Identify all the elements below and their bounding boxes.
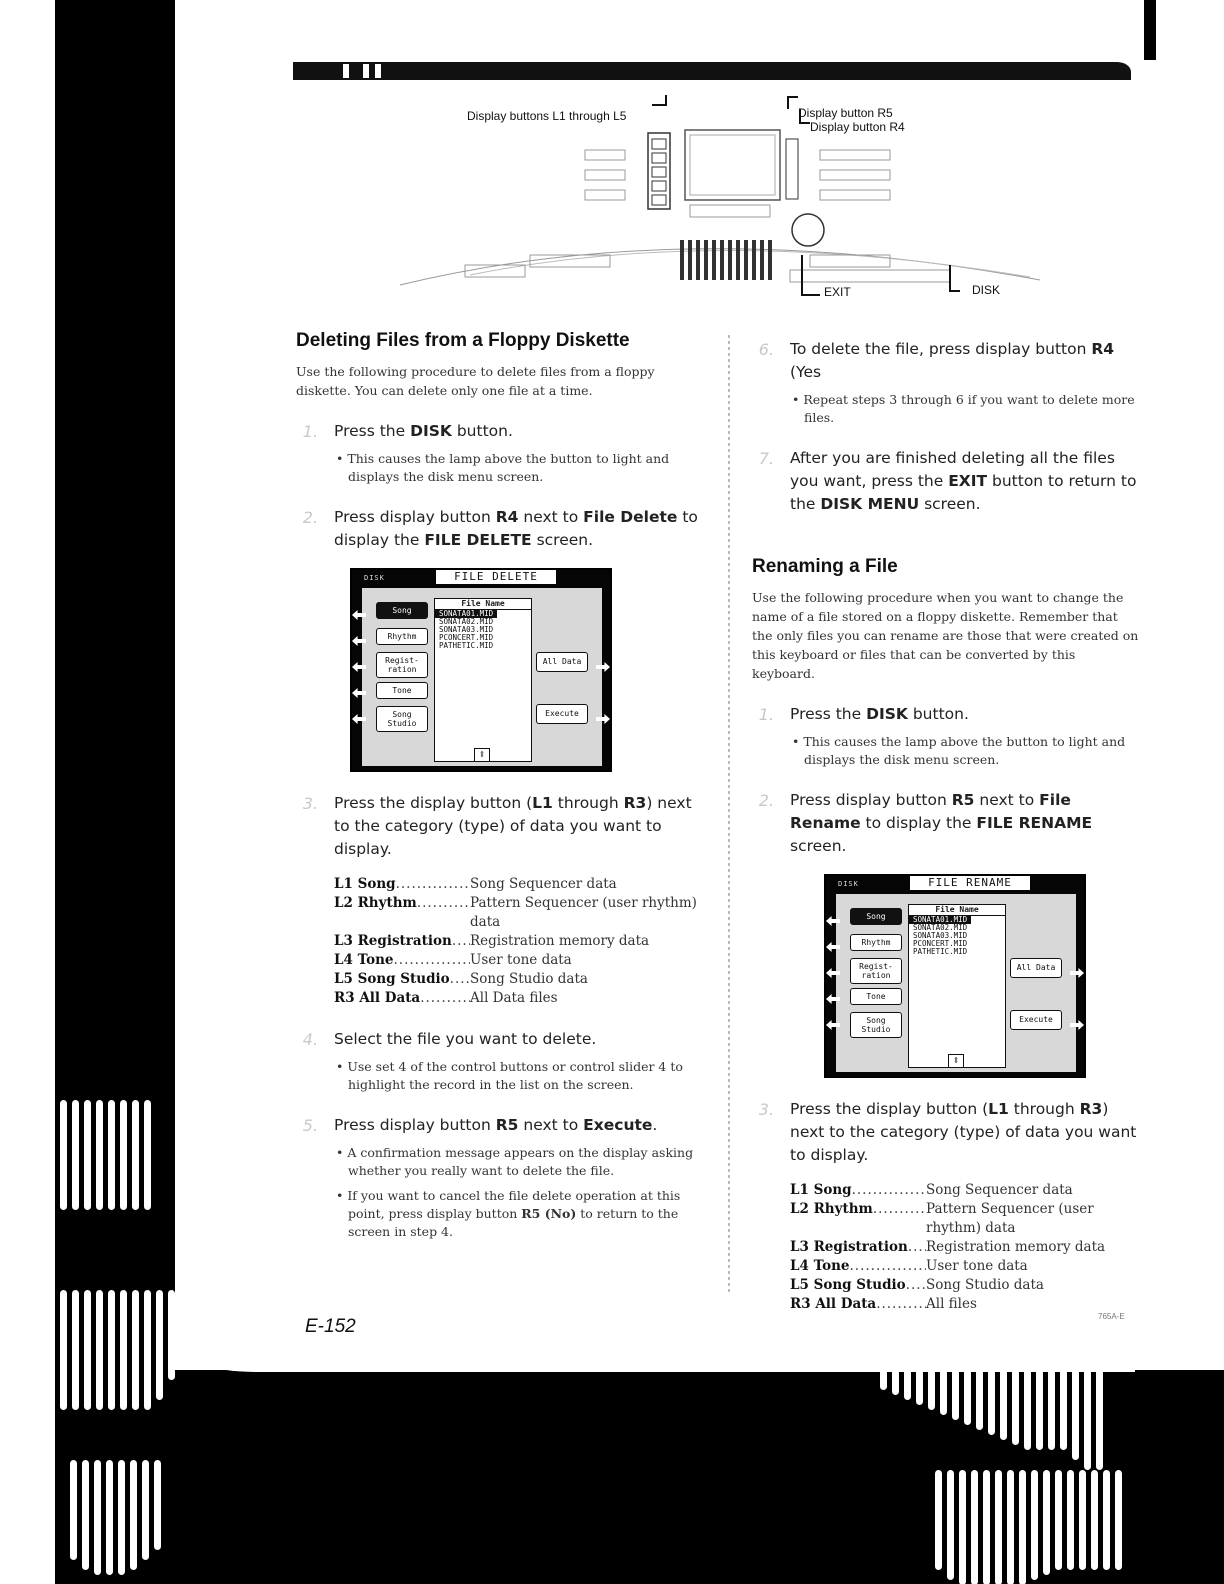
scan-fringe-bottom-right-2 [935, 1470, 1122, 1584]
file-item: PCONCERT.MID [913, 939, 968, 948]
file-item: SONATA01.MID [909, 916, 971, 924]
screen-btn-registration: Regist- ration [850, 958, 902, 984]
section-heading-rename: Renaming a File [752, 556, 898, 577]
label-exit: EXIT [824, 285, 851, 299]
file-item: SONATA01.MID [435, 610, 497, 618]
section-header-bar [293, 62, 1131, 80]
scan-fringe-bottom-left [70, 1460, 161, 1575]
step-number: 3. [302, 794, 318, 813]
scan-fringe-left [60, 1100, 151, 1210]
screen-btn-song-studio: Song Studio [376, 706, 428, 732]
screen-btn-song-studio: Song Studio [850, 1012, 902, 1038]
file-list-header: File Name [909, 905, 1005, 916]
screen-title: FILE DELETE [436, 570, 556, 584]
file-item: PCONCERT.MID [439, 633, 494, 642]
screen-btn-rhythm: Rhythm [376, 628, 428, 645]
bullet: • This causes the lamp above the button to light and displays the disk menu screen. [334, 450, 708, 486]
screen-btn-execute: Execute [536, 704, 588, 724]
scan-fringe-left-2 [60, 1290, 223, 1410]
step-number: 6. [758, 340, 774, 359]
page-number: E-152 [305, 1316, 356, 1337]
step-number: 3. [758, 1100, 774, 1119]
file-list [908, 904, 1006, 1068]
label-display-button-r4: Display button R4 [810, 120, 905, 134]
step-2-rename: 2. Press display button R5 next to File Rename to display the FILE RENAME screen. DISK FILE RENAME Song Rhythm Regist- ration Tone Song Studio File Name SONATA01.MID SONATA02.MID SONATA03.MID PCONCERT.MID PATHETIC.MID ⇕ All Data Execute [752, 789, 1140, 1078]
step-1-delete: 1. Press the DISK button. • This causes the lamp above the button to light and displays the disk menu screen. [296, 420, 708, 486]
file-item: SONATA03.MID [913, 931, 968, 940]
label-display-button-r5: Display button R5 [798, 106, 893, 120]
right-column [752, 330, 1140, 1314]
screen-btn-song: Song [376, 602, 428, 619]
step-4-delete: 4. Select the file you want to delete. • Use set 4 of the control buttons or control slider 4 to highlight the record in the list on the screen. [296, 1028, 708, 1094]
bullet: • Use set 4 of the control buttons or control slider 4 to highlight the record in the list on the screen. [334, 1058, 708, 1094]
label-disk: DISK [972, 283, 1001, 297]
column-divider [728, 335, 730, 1295]
step-1-rename: 1. Press the DISK button. • This causes the lamp above the button to light and displays the disk menu screen. [752, 703, 1140, 769]
bullet: • A confirmation message appears on the display asking whether you really want to delete the file. [334, 1144, 708, 1180]
screen-title: FILE RENAME [910, 876, 1030, 890]
category-list: L1 Song ..... Song Sequencer data L2 Rhythm ..... Pattern Sequencer (user rhythm) data L3 Registration ..... Registration memory data L4 Tone ..... User tone data L5 Song Studio ..... Song Studio data R3 All Data ..... All files [790, 1181, 1140, 1314]
screen-btn-execute: Execute [1010, 1010, 1062, 1030]
screen-btn-all-data: All Data [536, 652, 588, 672]
step-5-delete: 5. Press display button R5 next to Execute. • A confirmation message appears on the display asking whether you really want to delete the file. • If you want to cancel the file delete operation at this point, press display button R5 (No) to return to the screen in step 4. [296, 1114, 708, 1241]
step-number: 5. [302, 1116, 318, 1135]
screen-btn-all-data: All Data [1010, 958, 1062, 978]
scan-border-top-right [1144, 0, 1156, 60]
file-item: SONATA02.MID [439, 617, 494, 626]
step-3-rename: 3. Press the display button (L1 through R3) next to the category (type) of data you want to display. L1 Song ..... Song Sequencer data L2 Rhythm ..... Pattern Sequencer (user rhythm) data L3 Registration ..... Registration memory data L4 Tone ..... User tone data L5 Song Studio ..... Song Studio data R3 All Data ..... All files [752, 1098, 1140, 1314]
intro-delete: Use the following procedure to delete files from a floppy diskette. You can delete only one file at a time. [296, 364, 655, 398]
bullet: • This causes the lamp above the button to light and displays the disk menu screen. [790, 733, 1140, 769]
left-column [296, 330, 708, 1241]
screen-btn-song: Song [850, 908, 902, 925]
screen-btn-rhythm: Rhythm [850, 934, 902, 951]
step-7-delete: 7. After you are finished deleting all the files you want, press the EXIT button to return to the DISK MENU screen. [752, 447, 1140, 516]
file-item: PATHETIC.MID [439, 641, 494, 650]
model-code: 765A-E [1098, 1312, 1125, 1321]
file-item: SONATA03.MID [439, 625, 494, 634]
scan-fringe-bottom-right [880, 1350, 1103, 1470]
screen-btn-registration: Regist- ration [376, 652, 428, 678]
step-6-delete: 6. To delete the file, press display button R4 (Yes • Repeat steps 3 through 6 if you want to delete more files. [752, 338, 1140, 427]
step-number: 4. [302, 1030, 318, 1049]
keyboard-panel-diagram [390, 95, 1050, 315]
scroll-arrows-icon: ⇕ [474, 748, 490, 762]
file-rename-screen [824, 874, 1086, 1078]
screen-btn-tone: Tone [850, 988, 902, 1005]
screen-disk-tag: DISK [838, 880, 859, 888]
section-heading-delete: Deleting Files from a Floppy Diskette [296, 330, 630, 351]
label-display-buttons-l1-l5: Display buttons L1 through L5 [467, 109, 627, 123]
file-item: SONATA02.MID [913, 923, 968, 932]
bullet: • Repeat steps 3 through 6 if you want to delete more files. [790, 391, 1140, 427]
bullet: • If you want to cancel the file delete operation at this point, press display button R5 (No) to return to the screen in step 4. [334, 1187, 708, 1241]
step-number: 1. [758, 705, 774, 724]
file-delete-screen [350, 568, 612, 772]
screen-btn-tone: Tone [376, 682, 428, 699]
step-3-delete: 3. Press the display button (L1 through R3) next to the category (type) of data you want to display. L1 Song ..... Song Sequencer data L2 Rhythm ..... Pattern Sequencer (user rhythm) data L3 Registration ..... Registration memory data L4 Tone ..... User tone data L5 Song Studio ..... Song Studio data R3 All Data ..... All Data files [296, 792, 708, 1008]
file-list-header: File Name [435, 599, 531, 610]
scroll-arrows-icon: ⇕ [948, 1054, 964, 1068]
screen-disk-tag: DISK [364, 574, 385, 582]
file-list [434, 598, 532, 762]
intro-rename: Use the following procedure when you want to change the name of a file stored on a floppy diskette. Remember that the only files you can rename are those that were created on this keyboard or files that can be converted by this keyboard. [752, 590, 1139, 681]
step-number: 1. [302, 422, 318, 441]
file-item: PATHETIC.MID [913, 947, 968, 956]
category-list: L1 Song ..... Song Sequencer data L2 Rhythm ..... Pattern Sequencer (user rhythm) data L3 Registration ..... Registration memory data L4 Tone ..... User tone data L5 Song Studio ..... Song Studio data R3 All Data ..... All Data files [334, 875, 708, 1008]
step-number: 7. [758, 449, 774, 468]
step-number: 2. [758, 791, 774, 810]
step-2-delete: 2. Press display button R4 next to File Delete to display the FILE DELETE screen. DISK FILE DELETE Song Rhythm Regist- ration Tone Song Studio File Name SONATA01.MID SONATA02.MID SONATA03.MID PCONCERT.MID PATHETIC.MID ⇕ All Data Execute [296, 506, 708, 772]
keyboard-illustration [390, 95, 1050, 315]
step-number: 2. [302, 508, 318, 527]
